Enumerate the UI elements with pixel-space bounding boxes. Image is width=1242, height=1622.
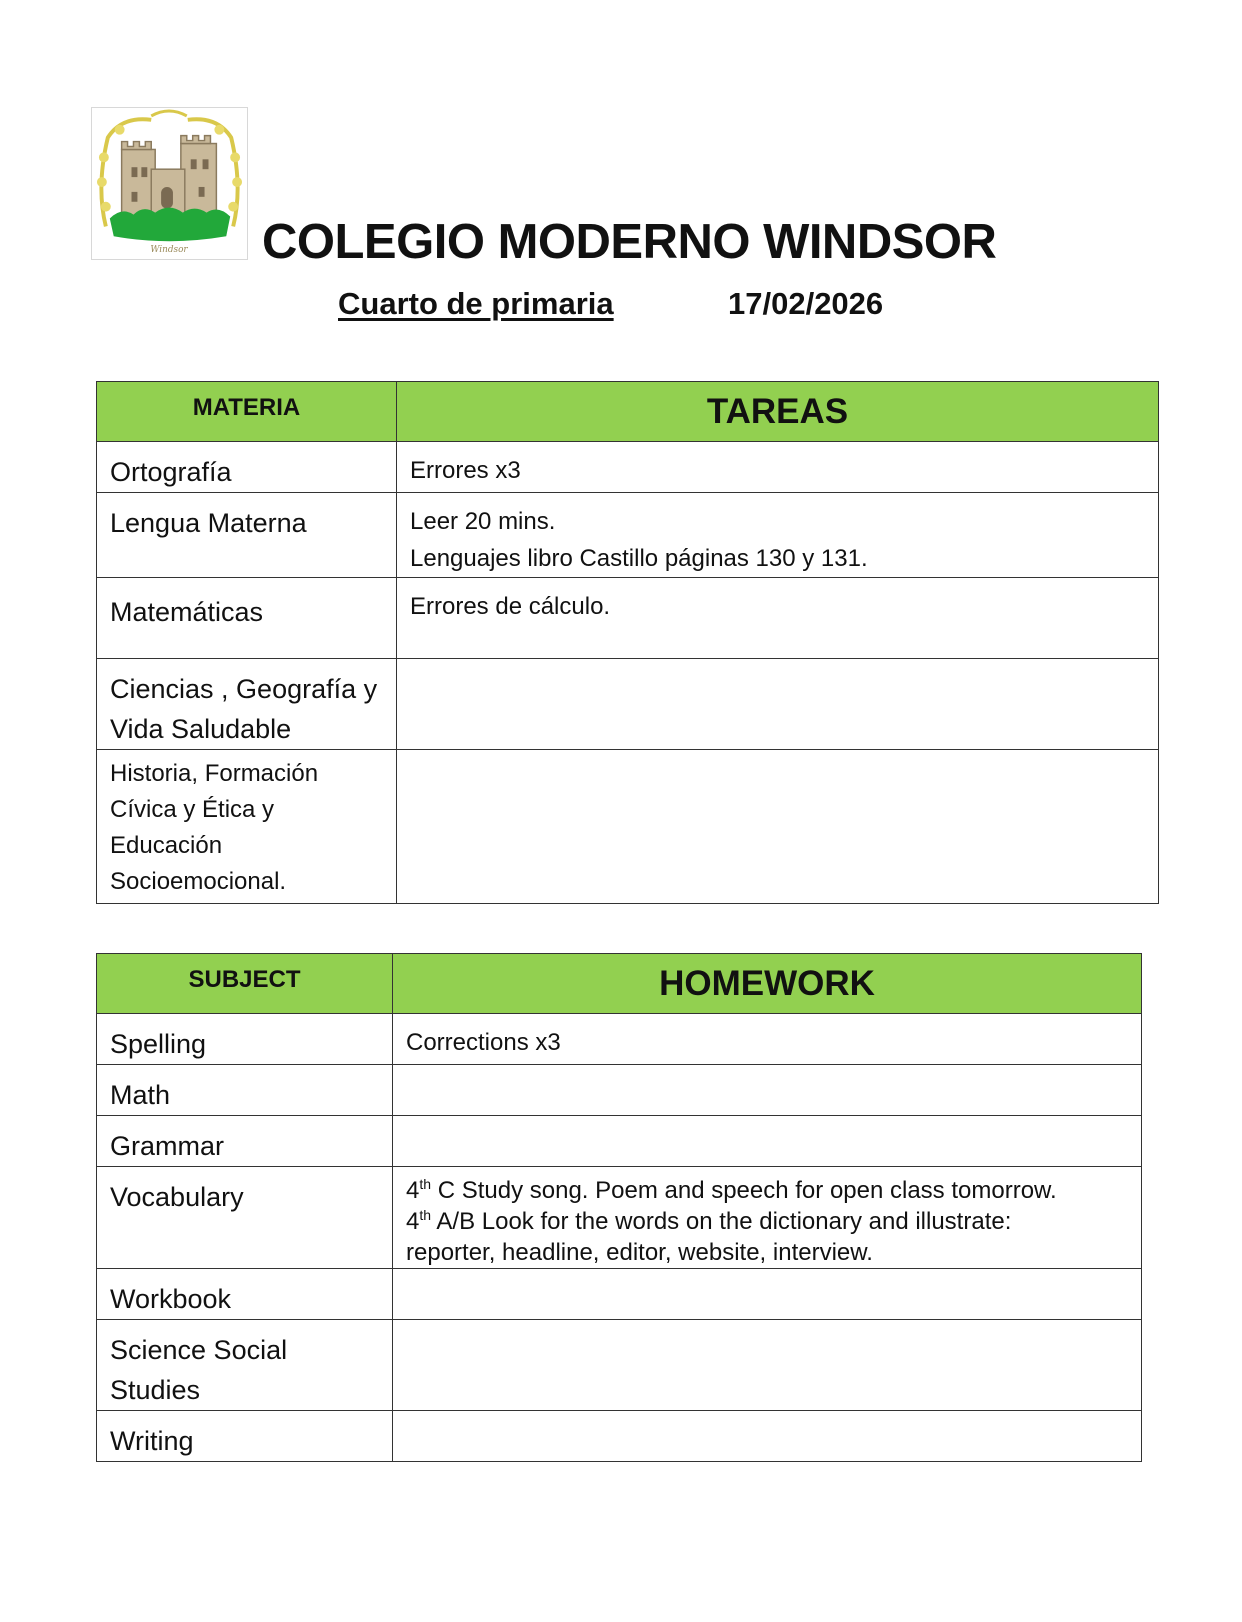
column-header-tareas: TAREAS xyxy=(397,382,1159,442)
subject-cell: Writing xyxy=(97,1411,393,1462)
date-label: 17/02/2026 xyxy=(728,286,884,321)
column-header-subject: SUBJECT xyxy=(97,954,393,1014)
table-row xyxy=(97,442,1159,493)
subject-cell: Spelling xyxy=(97,1014,393,1065)
table-header-row xyxy=(97,954,1142,1014)
table-row xyxy=(97,493,1159,578)
subject-cell: Science Social Studies xyxy=(97,1320,393,1411)
grade-label: Cuarto de primaria xyxy=(338,286,614,321)
column-header-materia: MATERIA xyxy=(97,382,397,442)
task-cell xyxy=(397,750,1159,904)
task-cell: Errores x3 xyxy=(397,442,1159,493)
subject-cell: Workbook xyxy=(97,1269,393,1320)
school-logo xyxy=(91,107,248,260)
task-cell xyxy=(397,659,1159,750)
task-cell: Leer 20 mins. Lenguajes libro Castillo páginas 130 y 131. xyxy=(397,493,1159,578)
homework-cell xyxy=(393,1411,1142,1462)
table-row xyxy=(97,578,1159,659)
subject-cell: Lengua Materna xyxy=(97,493,397,578)
task-cell: Errores de cálculo. xyxy=(397,578,1159,659)
subject-cell: Grammar xyxy=(97,1116,393,1167)
homework-cell xyxy=(393,1320,1142,1411)
table-row xyxy=(97,1065,1142,1116)
table-row xyxy=(97,750,1159,904)
spanish-homework-table xyxy=(96,381,1159,904)
subject-cell: Ciencias , Geografía y Vida Saludable xyxy=(97,659,397,750)
table-row xyxy=(97,1269,1142,1320)
table-row xyxy=(97,1167,1142,1269)
table-header-row xyxy=(97,382,1159,442)
table-row xyxy=(97,1014,1142,1065)
homework-cell: Corrections x3 xyxy=(393,1014,1142,1065)
table-row xyxy=(97,659,1159,750)
homework-cell xyxy=(393,1116,1142,1167)
homework-cell xyxy=(393,1269,1142,1320)
subject-cell: Math xyxy=(97,1065,393,1116)
table-row xyxy=(97,1411,1142,1462)
table-row xyxy=(97,1320,1142,1411)
column-header-homework: HOMEWORK xyxy=(393,954,1142,1014)
svg-text:Windsor: Windsor xyxy=(150,245,188,256)
table-row xyxy=(97,1116,1142,1167)
subject-cell: Historia, Formación Cívica y Ética y Educación Socioemocional. xyxy=(97,750,397,904)
subject-cell: Matemáticas xyxy=(97,578,397,659)
subject-cell: Ortografía xyxy=(97,442,397,493)
english-homework-table xyxy=(96,953,1142,1462)
subject-cell: Vocabulary xyxy=(97,1167,393,1269)
homework-cell: 4th C Study song. Poem and speech for open class tomorrow. 4th A/B Look for the words on the dictionary and illustrate: reporter, headline, editor, website, interview. xyxy=(393,1167,1142,1269)
homework-cell xyxy=(393,1065,1142,1116)
school-name: COLEGIO MODERNO WINDSOR xyxy=(262,215,997,269)
castle-crest-icon xyxy=(92,108,247,259)
